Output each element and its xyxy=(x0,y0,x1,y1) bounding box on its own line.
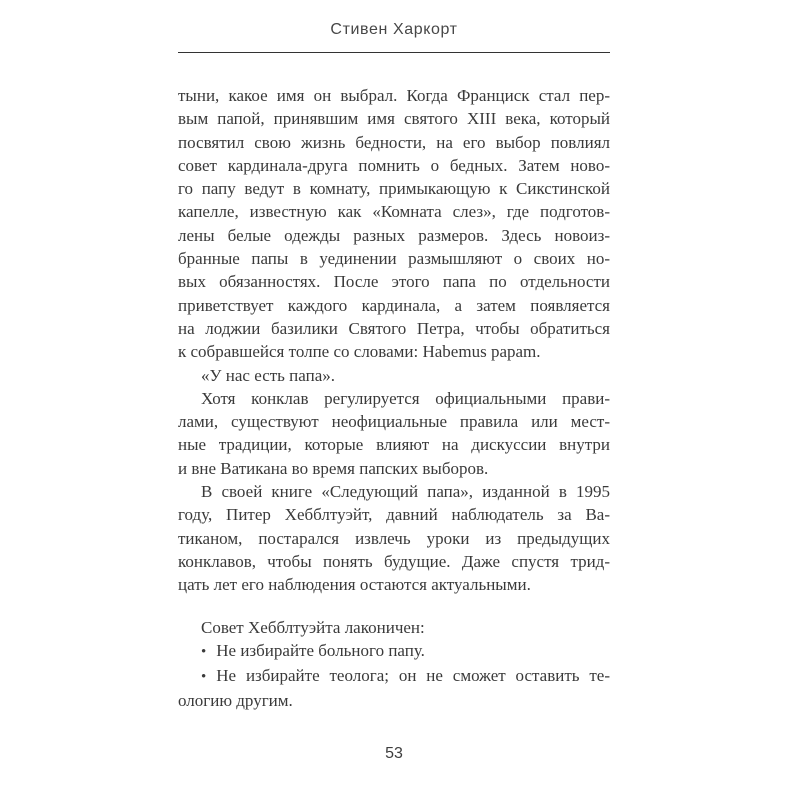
bullet-marker: • xyxy=(201,669,207,686)
text-line: В своей книге «Следующий папа», изданной в 1995 xyxy=(201,482,610,502)
text-line: тиканом, постарался извлечь уроки из предыдущих xyxy=(178,528,610,548)
bullet-line: • Не избирайте теолога; он не сможет оставить те- xyxy=(178,664,610,689)
text-line: бранные папы в уединении размышляют о своих но- xyxy=(178,249,610,269)
text-line: совет кардинала-друга помнить о бедных. Затем ново- xyxy=(178,155,610,175)
text-line: лами, существуют неофициальные правила или мест- xyxy=(178,412,610,432)
paragraph xyxy=(178,387,610,480)
text-line: Совет Хебблтуэйта лаконичен: xyxy=(201,617,425,637)
text-column xyxy=(178,0,610,800)
paragraph xyxy=(178,480,610,596)
text-line: и вне Ватикана во время папских выборов. xyxy=(178,458,489,478)
text-line: ные традиции, которые влияют на дискуссии внутри xyxy=(178,435,610,455)
text-line: го папу ведут в комнату, примыкающую к Сикстинской xyxy=(178,179,610,199)
bullet-line: • Не избирайте больного папу. xyxy=(178,639,610,664)
bullet-marker: • xyxy=(201,643,207,660)
text-line: вых обязанностях. После этого папа по отдельности xyxy=(178,272,610,292)
text-line: посвятил свою жизнь бедности, на его выбор повлиял xyxy=(178,132,610,152)
text-line: конклавов, чтобы понять будущие. Даже спустя трид- xyxy=(178,551,610,571)
bullet-item xyxy=(178,639,610,664)
text-block xyxy=(178,84,610,713)
paragraph xyxy=(178,364,610,387)
text-line: на лоджии базилики Святого Петра, чтобы обратиться xyxy=(178,318,610,338)
text-line: лены белые одежды разных размеров. Здесь новоиз- xyxy=(178,225,610,245)
paragraph xyxy=(178,616,610,639)
text-line: цать лет его наблюдения остаются актуальными. xyxy=(178,575,531,595)
text-line: капелле, известную как «Комната слез», где подготов- xyxy=(178,202,610,222)
running-header: Стивен Харкорт xyxy=(330,21,458,38)
header-rule xyxy=(178,52,610,53)
paragraph xyxy=(178,84,610,364)
text-line: году, Питер Хебблтуэйт, давний наблюдатель за Ва- xyxy=(178,505,610,525)
text-line: вым папой, принявшим имя святого XIII века, который xyxy=(178,109,610,129)
bullet-line: ологию другим. xyxy=(178,691,293,711)
page-number: 53 xyxy=(385,745,403,762)
bullet-item xyxy=(178,664,610,713)
text-line: тыни, какое имя он выбрал. Когда Франциск стал пер- xyxy=(178,86,610,105)
text-line: «У нас есть папа». xyxy=(201,365,335,385)
text-line: Хотя конклав регулируется официальными прави- xyxy=(201,388,610,408)
text-line: к собравшейся толпе со словами: Habemus papam. xyxy=(178,342,541,362)
text-line: приветствует каждого кардинала, а затем появляется xyxy=(178,295,610,315)
